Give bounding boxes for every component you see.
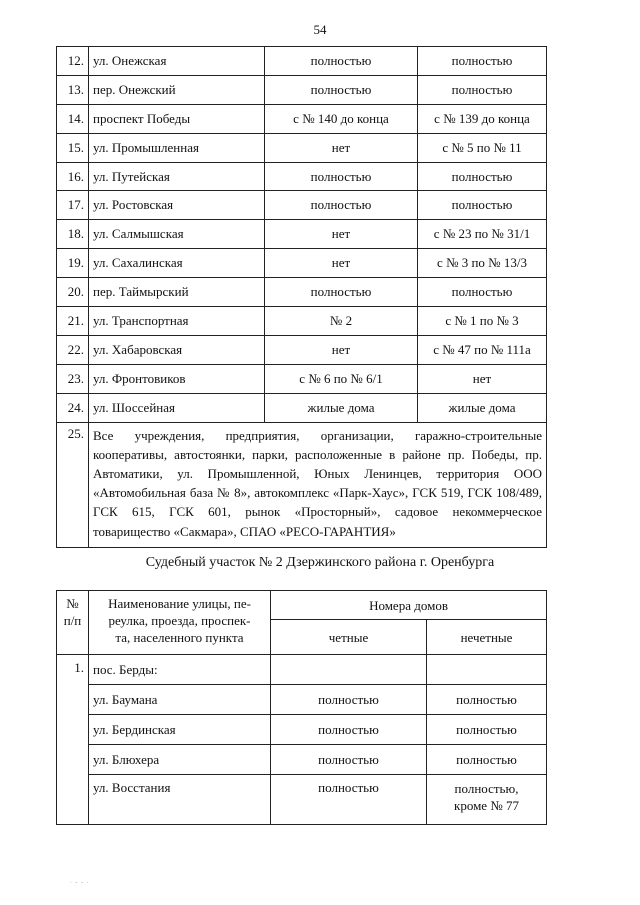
table-header — [57, 591, 547, 655]
street-name: пер. Таймырский — [89, 278, 265, 307]
even-houses: № 2 — [265, 307, 418, 336]
street-name: ул. Восстания — [89, 775, 271, 825]
street-name: ул. Транспортная — [89, 307, 265, 336]
table-row — [57, 278, 547, 307]
district-2-table-body — [57, 655, 547, 825]
even-houses: полностью — [271, 685, 427, 715]
table-row — [57, 191, 547, 220]
table-row — [57, 393, 547, 422]
table-row-organizations — [57, 422, 547, 547]
even-houses: полностью — [265, 47, 418, 76]
even-houses: нет — [265, 133, 418, 162]
row-number: 13. — [57, 75, 89, 104]
header-name-line1: Наименование улицы, пе- — [108, 596, 251, 611]
row-number: 15. — [57, 133, 89, 162]
even-houses: нет — [265, 249, 418, 278]
page-number: 54 — [313, 22, 327, 37]
street-name: ул. Ростовская — [89, 191, 265, 220]
street-name: ул. Промышленная — [89, 133, 265, 162]
even-houses: полностью — [265, 191, 418, 220]
header-row — [57, 591, 547, 620]
odd-houses: с № 1 по № 3 — [418, 307, 547, 336]
odd-houses: с № 5 по № 11 — [418, 133, 547, 162]
odd-houses — [427, 775, 547, 825]
row-number: 1. — [57, 655, 89, 825]
street-name: ул. Баумана — [89, 685, 271, 715]
table-row — [57, 685, 547, 715]
row-number: 20. — [57, 278, 89, 307]
odd-houses: полностью — [427, 715, 547, 745]
table-row — [57, 75, 547, 104]
table-row — [57, 104, 547, 133]
table-row — [57, 133, 547, 162]
settlement-name: пос. Берды: — [89, 655, 271, 685]
header-number — [57, 591, 89, 655]
odd-houses: полностью — [427, 745, 547, 775]
street-name: ул. Шоссейная — [89, 393, 265, 422]
even-houses: полностью — [271, 745, 427, 775]
odd-houses: жилые дома — [418, 393, 547, 422]
odd-houses: полностью — [418, 278, 547, 307]
header-street-name — [89, 591, 271, 655]
odd-houses: полностью — [418, 191, 547, 220]
row-number: 14. — [57, 104, 89, 133]
row-number: 18. — [57, 220, 89, 249]
address-table-body — [57, 47, 547, 548]
street-name: ул. Салмышская — [89, 220, 265, 249]
odd-houses-line2: кроме № 77 — [454, 798, 519, 813]
row-number: 23. — [57, 364, 89, 393]
even-houses: полностью — [265, 75, 418, 104]
street-name: проспект Победы — [89, 104, 265, 133]
street-name: ул. Путейская — [89, 162, 265, 191]
header-odd: нечетные — [427, 620, 547, 655]
table-row — [57, 307, 547, 336]
odd-houses: полностью — [427, 685, 547, 715]
odd-houses: с № 47 по № 111а — [418, 335, 547, 364]
odd-houses: полностью — [418, 47, 547, 76]
table-row — [57, 335, 547, 364]
even-houses: полностью — [271, 775, 427, 825]
row-number: 19. — [57, 249, 89, 278]
scan-artifact: · - - · — [70, 880, 90, 886]
even-houses: полностью — [265, 278, 418, 307]
header-number-line1: № — [66, 596, 79, 611]
even-houses — [271, 655, 427, 685]
even-houses: полностью — [265, 162, 418, 191]
street-name: ул. Сахалинская — [89, 249, 265, 278]
header-name-line2: реулка, проезда, проспек- — [108, 613, 251, 628]
row-number: 17. — [57, 191, 89, 220]
odd-houses: полностью — [418, 75, 547, 104]
odd-houses-line1: полностью, — [454, 781, 519, 796]
header-name-line3: та, населенного пункта — [115, 630, 244, 645]
even-houses: с № 6 по № 6/1 — [265, 364, 418, 393]
table-row — [57, 249, 547, 278]
even-houses: полностью — [271, 715, 427, 745]
row-number: 16. — [57, 162, 89, 191]
odd-houses: с № 23 по № 31/1 — [418, 220, 547, 249]
street-name: ул. Онежская — [89, 47, 265, 76]
header-even: четные — [271, 620, 427, 655]
street-name: ул. Хабаровская — [89, 335, 265, 364]
odd-houses: нет — [418, 364, 547, 393]
table-row — [57, 745, 547, 775]
table-row — [57, 162, 547, 191]
even-houses: с № 140 до конца — [265, 104, 418, 133]
table-row — [57, 364, 547, 393]
table-row-group — [57, 655, 547, 685]
organizations-text: Все учреждения, предприятия, организации, гаражно-строительные кооперативы, автостоянки, парки, расположенные в районе пр. Победы, пр. Автоматики, ул. Промышленной, Юных Ленинцев, территория ООО «Автомобильная база № 8», автокомплекс «Парк-Хаус», ГСК 519, ГСК 108/489, ГСК 615, ГСК 601, рынок «Просторный», садовое некоммерческое товарищество «Сакмара», СПАО «РЕСО-ГАРАНТИЯ» — [89, 422, 547, 547]
row-number: 24. — [57, 393, 89, 422]
table-row — [57, 715, 547, 745]
header-number-line2: п/п — [63, 613, 82, 628]
odd-houses: с № 3 по № 13/3 — [418, 249, 547, 278]
table-row — [57, 775, 547, 825]
row-number: 21. — [57, 307, 89, 336]
street-name: пер. Онежский — [89, 75, 265, 104]
address-table-continued — [56, 46, 547, 548]
street-name: ул. Бердинская — [89, 715, 271, 745]
even-houses: нет — [265, 220, 418, 249]
odd-houses: с № 139 до конца — [418, 104, 547, 133]
street-name: ул. Блюхера — [89, 745, 271, 775]
row-number: 12. — [57, 47, 89, 76]
even-houses: жилые дома — [265, 393, 418, 422]
table-row — [57, 220, 547, 249]
header-house-numbers: Номера домов — [271, 591, 547, 620]
odd-houses: полностью — [418, 162, 547, 191]
row-number: 25. — [57, 422, 89, 547]
district-2-address-table — [56, 590, 547, 825]
street-name: ул. Фронтовиков — [89, 364, 265, 393]
odd-houses — [427, 655, 547, 685]
table-row — [57, 47, 547, 76]
row-number: 22. — [57, 335, 89, 364]
section-title: Судебный участок № 2 Дзержинского района г. Оренбурга — [145, 555, 495, 570]
even-houses: нет — [265, 335, 418, 364]
